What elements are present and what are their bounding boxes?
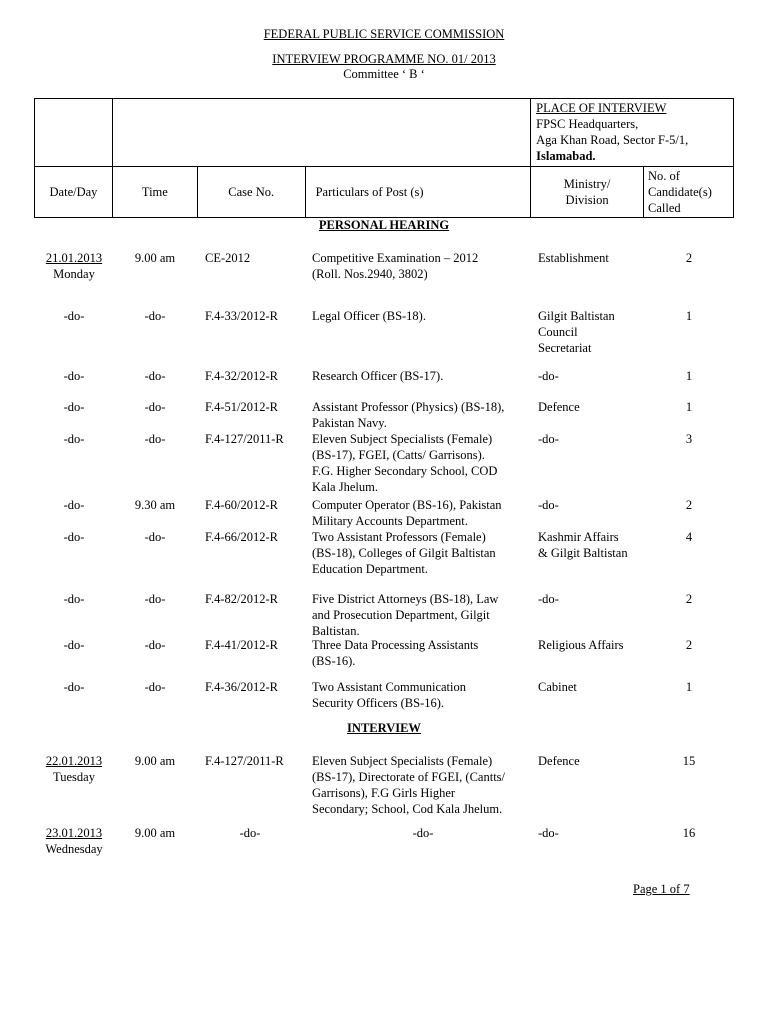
row-count: 16 (682, 826, 696, 840)
row-particulars-line: Pakistan Navy. (312, 416, 387, 430)
row-case: F.4-51/2012-R (205, 400, 278, 414)
row-particulars-line: Competitive Examination – 2012 (312, 251, 479, 265)
row-ministry-line: -do- (538, 498, 559, 512)
row-ministry-cell (538, 753, 650, 769)
row-case: F.4-66/2012-R (205, 530, 278, 544)
row-particulars-line: F.G. Higher Secondary School, COD (312, 464, 498, 478)
col-header-count-l3: Called (648, 201, 681, 215)
place-line2: Aga Khan Road, Sector F-5/1, (536, 133, 689, 147)
row-particulars-line: Kala Jhelum. (312, 480, 378, 494)
row-time: -do- (144, 530, 166, 544)
row-date: -do- (63, 400, 85, 414)
row-count: 2 (685, 638, 693, 652)
col-header-ministry-l1: Ministry/ (563, 177, 611, 191)
row-particulars-line: Security Officers (BS-16). (312, 696, 445, 710)
row-particulars-line: Garrisons), F.G Girls Higher (312, 786, 456, 800)
row-case: F.4-41/2012-R (205, 638, 278, 652)
row-particulars-line: Two Assistant Communication (312, 680, 466, 694)
row-particulars-cell (312, 308, 534, 324)
row-count: 4 (685, 530, 693, 544)
row-date-cell (34, 529, 114, 545)
section-personal-hearing: PERSONAL HEARING (318, 218, 450, 232)
programme-title: INTERVIEW PROGRAMME NO. 01/ 2013 (272, 52, 496, 66)
row-count-cell (654, 431, 724, 447)
row-time: -do- (144, 638, 166, 652)
row-particulars-line: Research Officer (BS-17). (312, 369, 444, 383)
row-particulars-line: and Prosecution Department, Gilgit (312, 608, 490, 622)
col-header-count-l1: No. of (648, 169, 680, 183)
row-particulars-cell (312, 825, 534, 841)
row-time-cell (115, 679, 195, 695)
row-case-cell (205, 825, 295, 841)
row-ministry-line: Gilgit Baltistan (538, 309, 615, 323)
row-case-cell (205, 529, 307, 545)
row-ministry-line: Cabinet (538, 680, 577, 694)
row-case-cell (205, 591, 307, 607)
row-count-cell (654, 825, 724, 841)
col-header-time: Time (112, 167, 197, 218)
row-time-cell (115, 368, 195, 384)
row-particulars-line: Baltistan. (312, 624, 360, 638)
row-count-cell (654, 753, 724, 769)
page-number: Page 1 of 7 (633, 882, 690, 896)
row-ministry-cell (538, 250, 650, 266)
row-ministry-cell (538, 308, 650, 356)
row-time-cell (115, 250, 195, 266)
row-date: 21.01.2013 (45, 251, 103, 265)
col-header-ministry-l2: Division (565, 193, 609, 207)
row-count: 1 (685, 309, 693, 323)
row-day: Wednesday (45, 842, 103, 856)
row-ministry-line: -do- (538, 826, 559, 840)
row-case-cell (205, 497, 307, 513)
row-case: F.4-127/2011-R (205, 754, 284, 768)
organization-title: FEDERAL PUBLIC SERVICE COMMISSION (263, 27, 505, 41)
row-ministry-line: -do- (538, 432, 559, 446)
row-time: 9.00 am (134, 826, 176, 840)
row-particulars-cell (312, 431, 534, 495)
row-count-cell (654, 250, 724, 266)
header-blank-cell (35, 99, 113, 167)
row-count: 15 (682, 754, 696, 768)
row-ministry-cell (538, 591, 650, 607)
col-header-ministry (531, 167, 644, 218)
row-ministry-line: & Gilgit Baltistan (538, 546, 628, 560)
row-date: -do- (63, 592, 85, 606)
row-time-cell (115, 637, 195, 653)
row-ministry-line: Kashmir Affairs (538, 530, 619, 544)
row-count: 2 (685, 592, 693, 606)
row-time-cell (115, 591, 195, 607)
row-particulars-line: Legal Officer (BS-18). (312, 309, 426, 323)
row-ministry-cell (538, 529, 650, 561)
row-ministry-cell (538, 399, 650, 415)
place-line1: FPSC Headquarters, (536, 117, 639, 131)
row-particulars-line: Two Assistant Professors (Female) (312, 530, 486, 544)
row-case: F.4-82/2012-R (205, 592, 278, 606)
row-case-cell (205, 753, 307, 769)
row-particulars-line: (Roll. Nos.2940, 3802) (312, 267, 428, 281)
row-count: 1 (685, 400, 693, 414)
row-date-cell (34, 825, 114, 857)
row-date: -do- (63, 530, 85, 544)
row-time: -do- (144, 680, 166, 694)
row-count-cell (654, 368, 724, 384)
row-particulars-line: (BS-18), Colleges of Gilgit Baltistan (312, 546, 496, 560)
row-ministry-line: -do- (538, 369, 559, 383)
row-time: 9.00 am (134, 754, 176, 768)
place-label: PLACE OF INTERVIEW (536, 101, 667, 115)
row-time: 9.00 am (134, 251, 176, 265)
col-header-count (644, 167, 734, 218)
row-particulars-line: Assistant Professor (Physics) (BS-18), (312, 400, 505, 414)
row-date-cell (34, 753, 114, 785)
row-case-cell (205, 368, 307, 384)
row-time: -do- (144, 369, 166, 383)
place-of-interview-cell (531, 99, 734, 167)
section-interview: INTERVIEW (347, 721, 421, 735)
row-date-cell (34, 497, 114, 513)
col-header-count-l2: Candidate(s) (648, 185, 712, 199)
row-count: 1 (685, 369, 693, 383)
row-particulars-line: Computer Operator (BS-16), Pakistan (312, 498, 502, 512)
row-date: -do- (63, 638, 85, 652)
row-particulars-line: Eleven Subject Specialists (Female) (312, 432, 493, 446)
row-date-cell (34, 679, 114, 695)
row-particulars-line: Military Accounts Department. (312, 514, 468, 528)
row-date: 23.01.2013 (45, 826, 103, 840)
row-count-cell (654, 591, 724, 607)
row-particulars-cell (312, 529, 534, 577)
place-city: Islamabad. (536, 149, 596, 163)
row-count-cell (654, 637, 724, 653)
row-count: 3 (685, 432, 693, 446)
row-date: -do- (63, 309, 85, 323)
row-date-cell (34, 431, 114, 447)
row-ministry-line: Secretariat (538, 341, 592, 355)
row-date-cell (34, 368, 114, 384)
row-particulars-cell (312, 399, 534, 431)
row-particulars-cell (312, 753, 534, 817)
committee-label: Committee ‘ B ‘ (343, 67, 425, 81)
row-date: 22.01.2013 (45, 754, 103, 768)
row-case: -do- (239, 826, 261, 840)
row-case: CE-2012 (205, 251, 251, 265)
row-count-cell (654, 679, 724, 695)
row-date-cell (34, 637, 114, 653)
row-count-cell (654, 308, 724, 324)
row-date: -do- (63, 680, 85, 694)
row-particulars-cell (312, 679, 534, 711)
row-particulars-line: Five District Attorneys (BS-18), Law (312, 592, 499, 606)
row-count-cell (654, 497, 724, 513)
row-particulars-cell (312, 497, 534, 529)
row-case: F.4-32/2012-R (205, 369, 278, 383)
row-ministry-line: Establishment (538, 251, 609, 265)
row-time-cell (115, 753, 195, 769)
row-ministry-line: Council (538, 325, 578, 339)
row-time-cell (115, 529, 195, 545)
row-time: -do- (144, 309, 166, 323)
row-ministry-line: Defence (538, 400, 580, 414)
row-count: 2 (685, 251, 693, 265)
row-case-cell (205, 250, 307, 266)
row-particulars-line: Education Department. (312, 562, 428, 576)
row-time: 9.30 am (134, 498, 176, 512)
row-date-cell (34, 250, 114, 282)
row-ministry-line: -do- (538, 592, 559, 606)
col-header-date: Date/Day (35, 167, 113, 218)
row-date: -do- (63, 498, 85, 512)
row-ministry-cell (538, 679, 650, 695)
row-ministry-line: Defence (538, 754, 580, 768)
row-date-cell (34, 399, 114, 415)
row-time: -do- (144, 432, 166, 446)
row-date-cell (34, 308, 114, 324)
row-ministry-cell (538, 637, 650, 653)
row-particulars-line: (BS-17), Directorate of FGEI, (Cantts/ (312, 770, 506, 784)
row-particulars-line: (BS-16). (312, 654, 356, 668)
row-time-cell (115, 431, 195, 447)
row-ministry-cell (538, 497, 650, 513)
row-case-cell (205, 399, 307, 415)
row-time: -do- (144, 400, 166, 414)
row-particulars-line: Three Data Processing Assistants (312, 638, 479, 652)
row-case-cell (205, 679, 307, 695)
row-date-cell (34, 591, 114, 607)
row-case-cell (205, 637, 307, 653)
row-case-cell (205, 431, 307, 447)
header-blank-span-cell (112, 99, 530, 167)
row-case: F.4-36/2012-R (205, 680, 278, 694)
row-case-cell (205, 308, 307, 324)
row-particulars-cell (312, 368, 534, 384)
row-particulars-cell (312, 591, 534, 639)
row-time-cell (115, 399, 195, 415)
row-particulars-cell (312, 250, 534, 282)
row-ministry-line: Religious Affairs (538, 638, 624, 652)
row-case: F.4-127/2011-R (205, 432, 284, 446)
row-time-cell (115, 497, 195, 513)
col-header-particulars: Particulars of Post (s) (305, 167, 531, 218)
row-case: F.4-60/2012-R (205, 498, 278, 512)
row-ministry-cell (538, 431, 650, 447)
header-table (34, 98, 734, 218)
row-date: -do- (63, 369, 85, 383)
row-date: -do- (63, 432, 85, 446)
row-particulars-line: -do- (412, 826, 434, 840)
row-particulars-line: (BS-17), FGEI, (Catts/ Garrisons). (312, 448, 485, 462)
col-header-case: Case No. (197, 167, 305, 218)
row-count-cell (654, 529, 724, 545)
row-particulars-line: Secondary; School, Cod Kala Jhelum. (312, 802, 503, 816)
row-particulars-cell (312, 637, 534, 669)
row-particulars-line: Eleven Subject Specialists (Female) (312, 754, 493, 768)
row-count: 2 (685, 498, 693, 512)
row-count-cell (654, 399, 724, 415)
row-ministry-cell (538, 825, 650, 841)
row-case: F.4-33/2012-R (205, 309, 278, 323)
row-time: -do- (144, 592, 166, 606)
row-day: Monday (53, 267, 95, 281)
row-day: Tuesday (53, 770, 95, 784)
row-time-cell (115, 825, 195, 841)
row-time-cell (115, 308, 195, 324)
row-ministry-cell (538, 368, 650, 384)
row-count: 1 (685, 680, 693, 694)
